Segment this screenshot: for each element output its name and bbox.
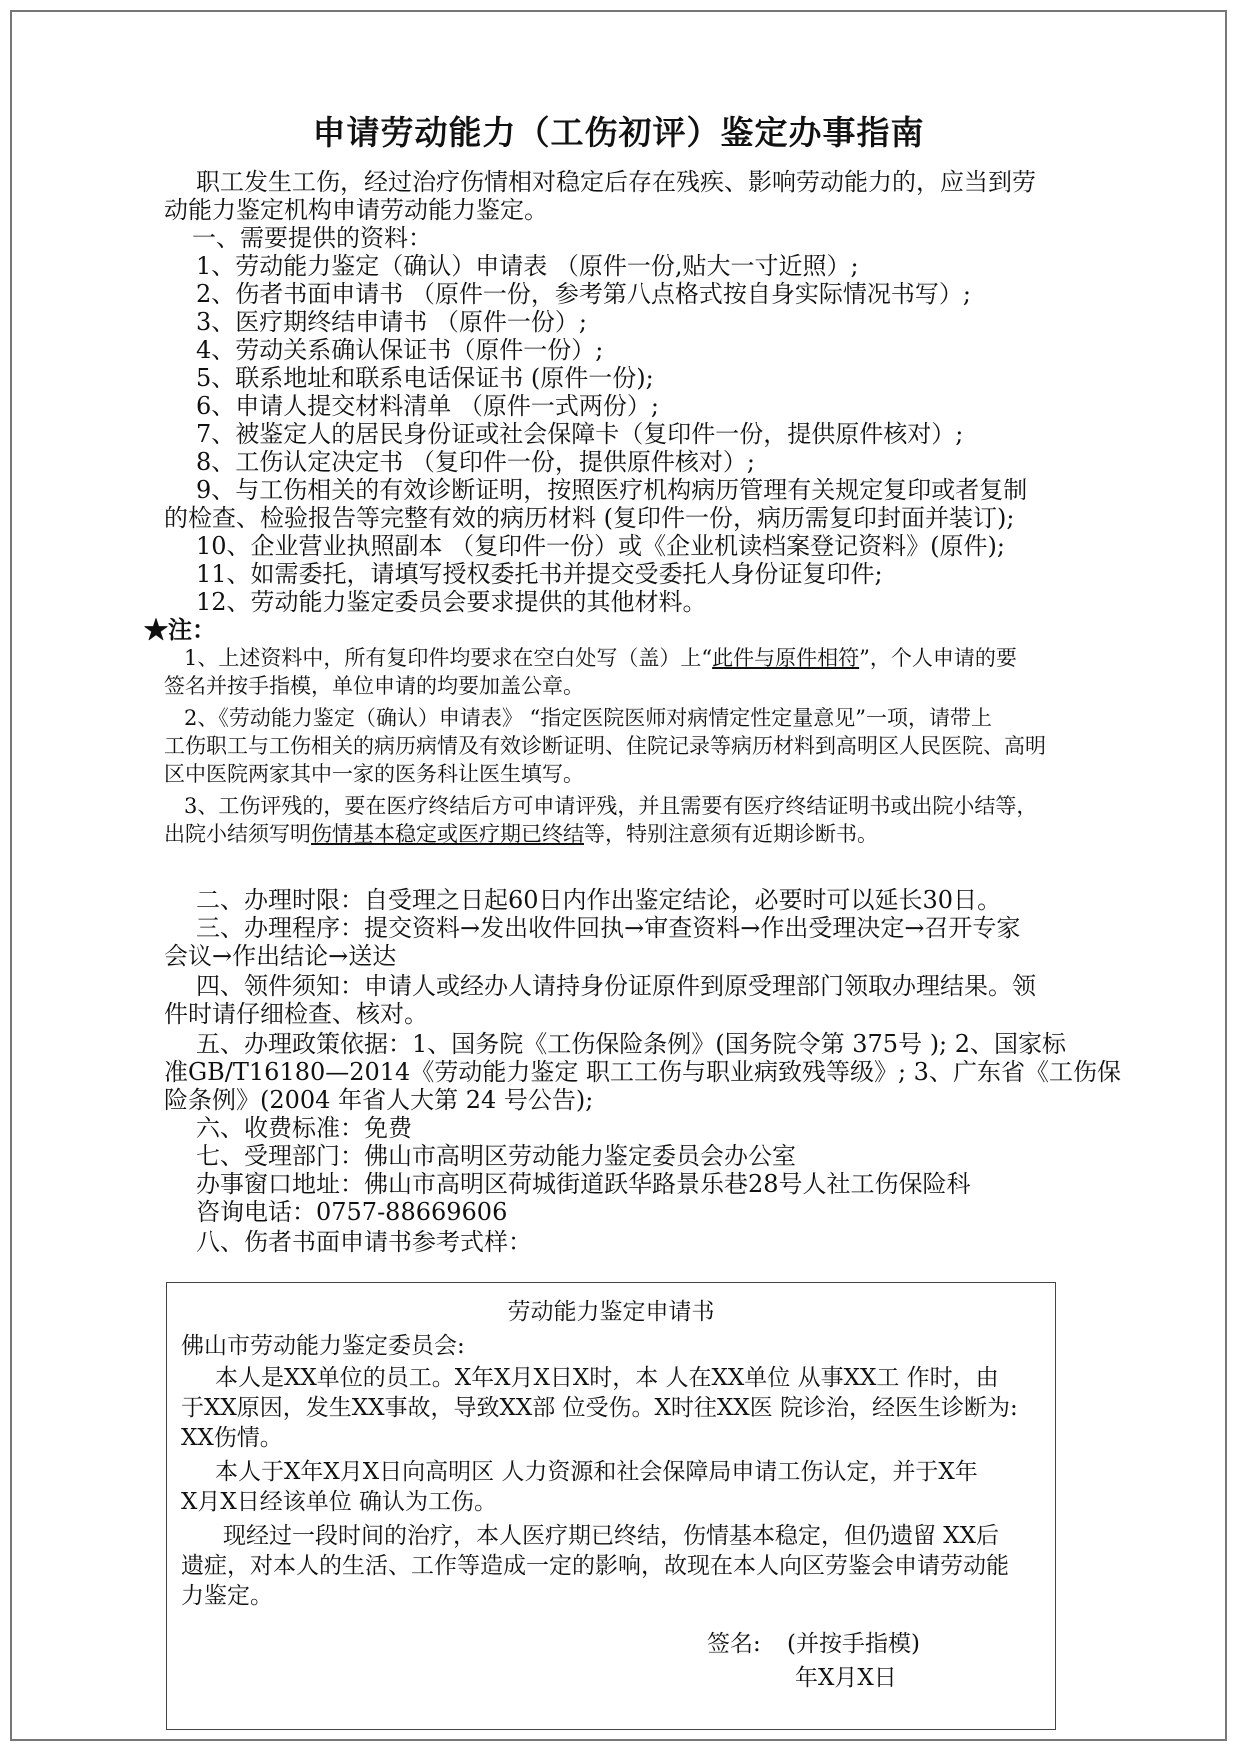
material-item: 12、劳动能力鉴定委员会要求提供的其他材料。 [196, 588, 707, 616]
notes-heading: ★注： [144, 615, 216, 644]
material-item: 11、如需委托，请填写授权委托书并提交受委托人身份证复印件; [196, 560, 883, 588]
sample-title: 劳动能力鉴定申请书 [507, 1299, 715, 1325]
material-item: 4、劳动关系确认保证书（原件一份）; [196, 336, 604, 364]
material-item: 1、劳动能力鉴定（确认）申请表 （原件一份,贴大一寸近照）; [196, 252, 859, 280]
intro-line-2: 动能力鉴定机构申请劳动能力鉴定。 [164, 196, 548, 224]
material-item: 3、医疗期终结申请书 （原件一份）; [196, 308, 587, 336]
note-1-line-1: 1、上述资料中，所有复印件均要求在空白处写（盖）上“此件与原件相符”，个人申请的要 [184, 646, 1017, 670]
intro-line-1: 职工发生工伤，经过治疗伤情相对稳定后存在残疾、影响劳动能力的，应当到劳 [196, 168, 1036, 196]
materials-heading: 一、需要提供的资料： [192, 224, 432, 252]
sample-paragraph-3-cont: 遗症，对本人的生活、工作等造成一定的影响，故现在本人向区劳鉴会申请劳动能 [181, 1553, 1009, 1579]
note-1-underlined: 此件与原件相符 [712, 646, 860, 670]
section-4-pickup: 四、领件须知：申请人或经办人请持身份证原件到原受理部门领取办理结果。领 [196, 972, 1036, 1000]
note-2-line-3: 区中医院两家其中一家的医务科让医生填写。 [164, 762, 584, 786]
material-item: 2、伤者书面申请书 （原件一份，参考第八点格式按自身实际情况书写）; [196, 280, 971, 308]
section-3-procedure-cont: 会议→作出结论→送达 [164, 942, 397, 970]
signature-label: 签名: [707, 1631, 761, 1657]
sample-application-box [166, 1282, 1056, 1730]
sample-date: 年X月X日 [795, 1665, 897, 1691]
section-8-sample: 八、伤者书面申请书参考式样： [196, 1228, 532, 1256]
note-2-line-2: 工伤职工与工伤相关的病历病情及有效诊断证明、住院记录等病历材料到高明区人民医院、高明 [164, 734, 1046, 758]
sample-paragraph-1: 本人是XX单位的员工。X年X月X日X时，本 人在XX单位 从事XX工 作时，由 [215, 1365, 999, 1391]
material-item: 10、企业营业执照副本 （复印件一份）或《企业机读档案登记资料》(原件); [196, 532, 1005, 560]
document-title: 申请劳动能力（工伤初评）鉴定办事指南 [312, 113, 925, 152]
section-3-procedure: 三、办理程序：提交资料→发出收件回执→审查资料→作出受理决定→召开专家 [196, 914, 1021, 942]
section-6-fees: 六、收费标准：免费 [196, 1114, 412, 1142]
sample-addressee: 佛山市劳动能力鉴定委员会: [181, 1333, 465, 1359]
note-3-line-2: 出院小结须写明伤情基本稳定或医疗期已终结等，特别注意须有近期诊断书。 [164, 822, 878, 846]
sample-paragraph-2-cont: X月X日经该单位 确认为工伤。 [181, 1489, 498, 1515]
material-item: 7、被鉴定人的居民身份证或社会保障卡（复印件一份，提供原件核对）; [196, 420, 964, 448]
sample-paragraph-3: 现经过一段时间的治疗，本人医疗期已终结，伤情基本稳定，但仍遗留 XX后 [223, 1523, 1000, 1549]
material-item-continued: 的检查、检验报告等完整有效的病历材料 (复印件一份，病历需复印封面并装订); [164, 504, 1015, 532]
contact-phone: 咨询电话：0757-88669606 [196, 1198, 508, 1226]
material-item: 8、工伤认定决定书 （复印件一份，提供原件核对）; [196, 448, 755, 476]
section-5-policy: 五、办理政策依据：1、国务院《工伤保险条例》(国务院令第 375号 ); 2、国家标 [196, 1030, 1067, 1058]
document-page [10, 10, 1227, 1741]
sample-paragraph-3-cont: 力鉴定。 [181, 1583, 273, 1609]
fingerprint-note: (并按手指模) [787, 1631, 920, 1657]
office-address: 办事窗口地址：佛山市高明区荷城街道跃华路景乐巷28号人社工伤保险科 [196, 1170, 971, 1198]
sample-paragraph-1-cont: XX伤情。 [181, 1425, 283, 1451]
section-7-department: 七、受理部门：佛山市高明区劳动能力鉴定委员会办公室 [196, 1142, 796, 1170]
material-item: 6、申请人提交材料清单 （原件一式两份）; [196, 392, 659, 420]
sample-paragraph-2: 本人于X年X月X日向高明区 人力资源和社会保障局申请工伤认定，并于X年 [215, 1459, 978, 1485]
section-5-policy-cont: 准GB/T16180—2014《劳动能力鉴定 职工工伤与职业病致残等级》; 3、广东省《工伤保 [164, 1058, 1121, 1086]
section-4-pickup-cont: 件时请仔细检查、核对。 [164, 1000, 428, 1028]
note-3-line-1: 3、工伤评残的，要在医疗终结后方可申请评残，并且需要有医疗终结证明书或出院小结等， [184, 794, 1038, 818]
note-2-line-1: 2、《劳动能力鉴定（确认）申请表》 “指定医院医师对病情定性定量意见”一项，请带上 [184, 706, 993, 730]
note-3-underlined: 伤情基本稳定或医疗期已终结 [311, 822, 584, 846]
note-1-line-2: 签名并按手指模，单位申请的均要加盖公章。 [164, 674, 584, 698]
sample-paragraph-1-cont: 于XX原因，发生XX事故，导致XX部 位受伤。X时往XX医 院诊治，经医生诊断为: [181, 1395, 1018, 1421]
section-5-policy-cont: 险条例》(2004 年省人大第 24 号公告); [164, 1086, 594, 1114]
material-item: 9、与工伤相关的有效诊断证明，按照医疗机构病历管理有关规定复印或者复制 [196, 476, 1028, 504]
material-item: 5、联系地址和联系电话保证书 (原件一份); [196, 364, 654, 392]
section-2-time-limit: 二、办理时限：自受理之日起60日内作出鉴定结论，必要时可以延长30日。 [196, 886, 1002, 914]
